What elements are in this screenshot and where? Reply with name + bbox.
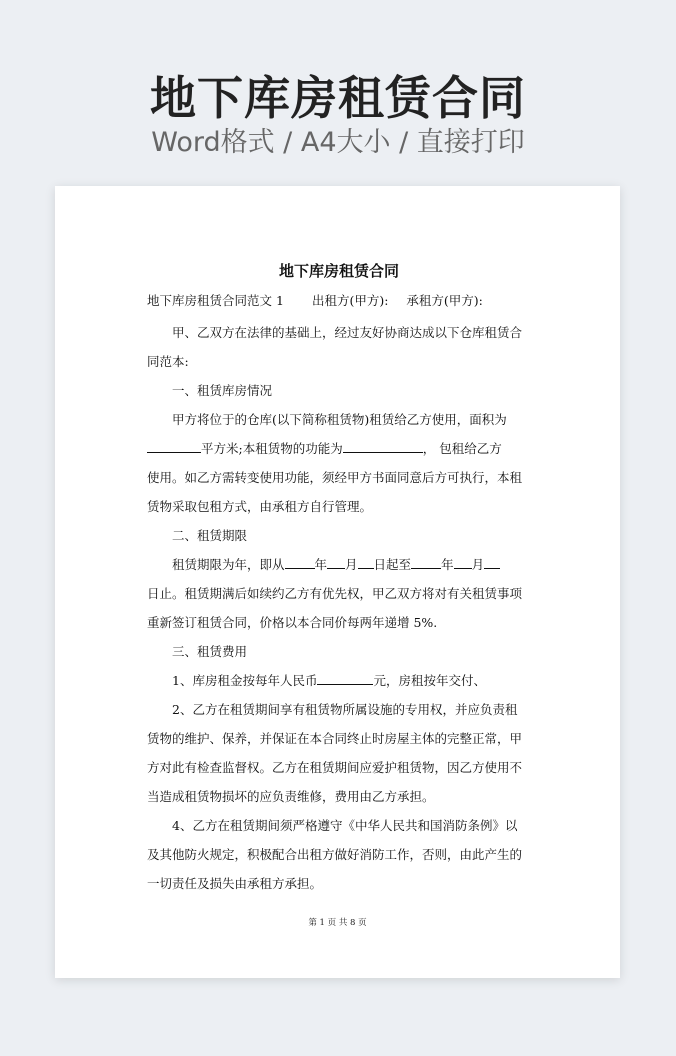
section-3-item-1: 1、库房租金按每年人民币 元，房租按年交付、: [172, 673, 486, 688]
area-blank: [147, 440, 201, 453]
end-day-blank: [484, 556, 500, 569]
template-name: 地下库房租赁合同范文 1: [147, 293, 284, 308]
end-month-blank: [454, 556, 472, 569]
section-2-line-2: 日止。租赁期满后如续约乙方有优先权，甲乙双方将对有关租赁事项: [147, 586, 523, 601]
section-2-line-3: 重新签订租赁合同，价格以本合同价每两年递增 5%.: [147, 615, 438, 630]
intro-line-1: 甲、乙双方在法律的基础上，经过友好协商达成以下仓库租赁合: [172, 325, 523, 340]
end-year-blank: [411, 556, 441, 569]
start-year-blank: [285, 556, 315, 569]
function-blank: [343, 440, 423, 453]
section-3-item-4-line-3: 一切责任及损失由承租方承担。: [147, 876, 323, 891]
section-3-item-2-line-4: 当造成租赁物损坏的应负责维修，费用由乙方承担。: [147, 789, 435, 804]
start-day-blank: [358, 556, 374, 569]
section-3-item-2-line-1: 2、乙方在租赁期间享有租赁物所属设施的专用权，并应负责租: [172, 702, 518, 717]
intro-line-2: 同范本:: [147, 354, 189, 369]
section-1-line-2: 平方米;本租赁物的功能为 ， 包租给乙方: [147, 434, 531, 463]
section-2-line-1: 租赁期限为年，即从 年 月 日起至 年 月: [147, 550, 531, 579]
section-1-heading: 一、租赁库房情况: [172, 383, 273, 398]
banner-subtitle: Word格式 / A4大小 / 直接打印: [151, 127, 525, 158]
section-3-item-4-line-2: 及其他防火规定，积极配合出租方做好消防工作，否则，由此产生的: [147, 847, 523, 862]
page-footer: 第 1 页 共 8 页: [308, 918, 367, 928]
lessee-label: 承租方(甲方):: [406, 293, 483, 308]
section-3-heading: 三、租赁费用: [172, 644, 248, 659]
document-body: [147, 260, 531, 898]
section-2-heading: 二、租赁期限: [172, 528, 248, 543]
section-1-line-4: 赁物采取包租方式，由承租方自行管理。: [147, 499, 373, 514]
start-month-blank: [327, 556, 345, 569]
section-3-item-4-line-1: 4、乙方在租赁期间须严格遵守《中华人民共和国消防条例》以: [172, 818, 518, 833]
lessor-label: 出租方(甲方):: [311, 293, 389, 308]
document-title: 地下库房租赁合同: [278, 262, 399, 280]
banner-title: 地下库房租赁合同: [150, 71, 526, 125]
section-1-line-3: 使用。如乙方需转变使用功能，须经甲方书面同意后方可执行，本租: [147, 470, 523, 485]
section-3-item-2-line-3: 方对此有检查监督权。乙方在租赁期间应爱护租赁物，因乙方使用不: [147, 760, 523, 775]
section-3-item-2-line-2: 赁物的维护、保养，并保证在本合同终止时房屋主体的完整正常，甲: [147, 731, 523, 746]
rent-amount-blank: [317, 672, 373, 685]
document-page: [55, 186, 620, 978]
section-1-line-1: 甲方将位于的仓库(以下简称租赁物)租赁给乙方使用，面积为: [172, 412, 507, 427]
parties-line: [147, 290, 531, 312]
